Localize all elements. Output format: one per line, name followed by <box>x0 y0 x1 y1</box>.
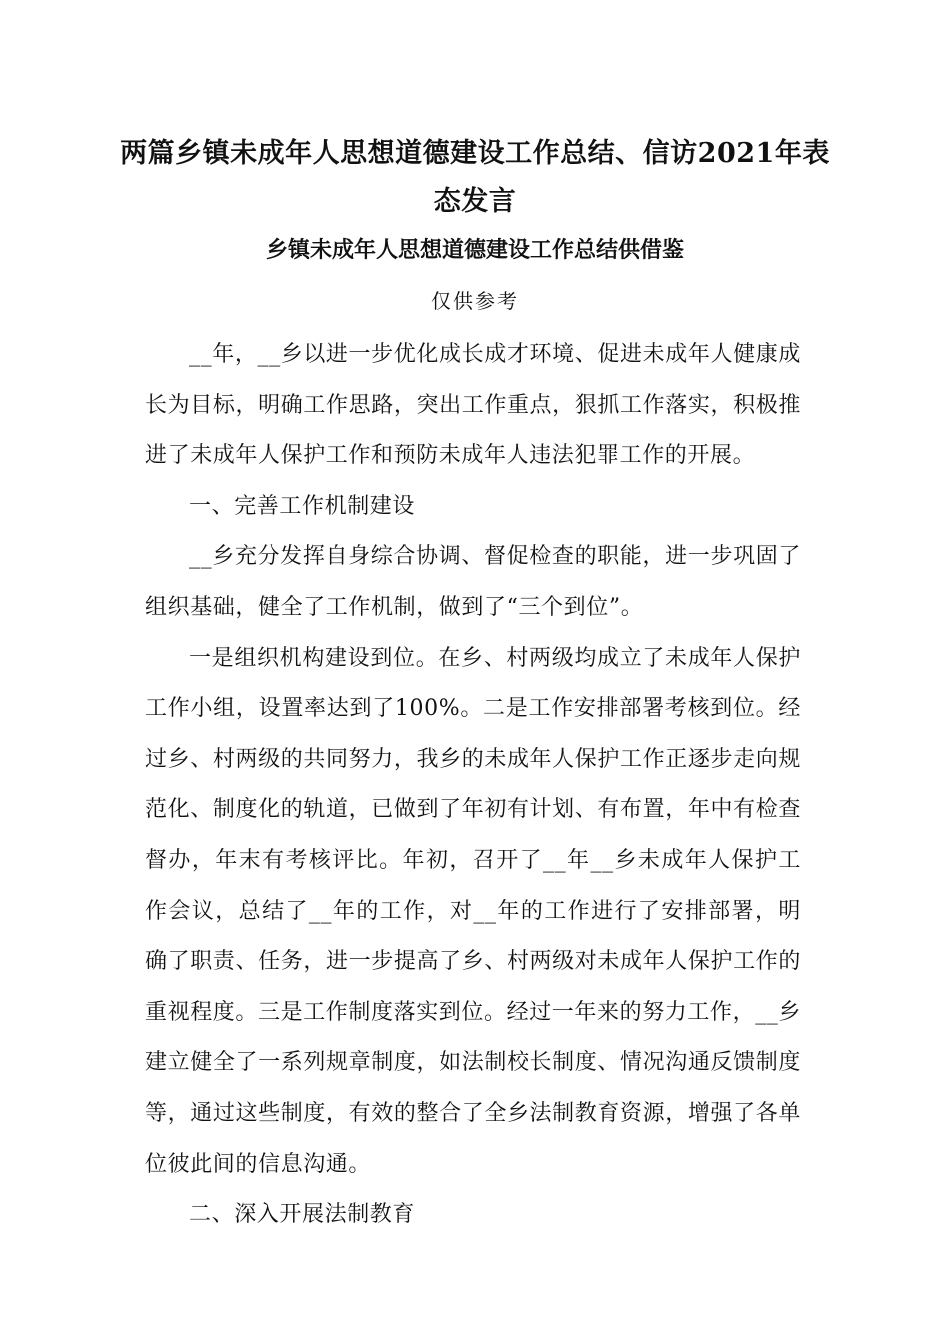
section-1-paragraph: __乡充分发挥自身综合协调、督促检查的职能，进一步巩固了组织基础，健全了工作机制，做到了“三个到位”。 <box>145 544 801 620</box>
reference-note: 仅供参考 <box>431 289 519 313</box>
section-heading-2: 二、深入开展法制教育 <box>189 1202 416 1228</box>
document-subtitle: 乡镇未成年人思想道德建设工作总结供借鉴 <box>265 237 684 263</box>
intro-paragraph: __年，__乡以进一步优化成长成才环境、促进未成年人健康成长为目标，明确工作思路，突出工作重点，狠抓工作落实，积极推进了未成年人保护工作和预防未成年人违法犯罪工作的开展。 <box>145 342 801 469</box>
document-title: 两篇乡镇未成年人思想道德建设工作总结、信访2021年表态发言 <box>120 138 830 217</box>
section-1-details-paragraph: 一是组织机构建设到位。在乡、村两级均成立了未成年人保护工作小组，设置率达到了100%。二是工作安排部署考核到位。经过乡、村两级的共同努力，我乡的未成年人保护工作正逐步走向规范化、制度化的轨道，已做到了年初有计划、有布置，年中有检查督办，年末有考核评比。年初，召开了__年__乡未成年人保护工作会议，总结了__年的工作，对__年的工作进行了安排部署，明确了职责、任务，进一步提高了乡、村两级对未成年人保护工作的重视程度。三是工作制度落实到位。经过一年来的努力工作，__乡建立健全了一系列规章制度，如法制校长制度、情况沟通反馈制度等，通过这些制度，有效的整合了全乡法制教育资源，增强了各单位彼此间的信息沟通。 <box>145 645 802 1177</box>
document-body <box>145 330 801 1241</box>
section-heading-1: 一、完善工作机制建设 <box>189 493 416 519</box>
